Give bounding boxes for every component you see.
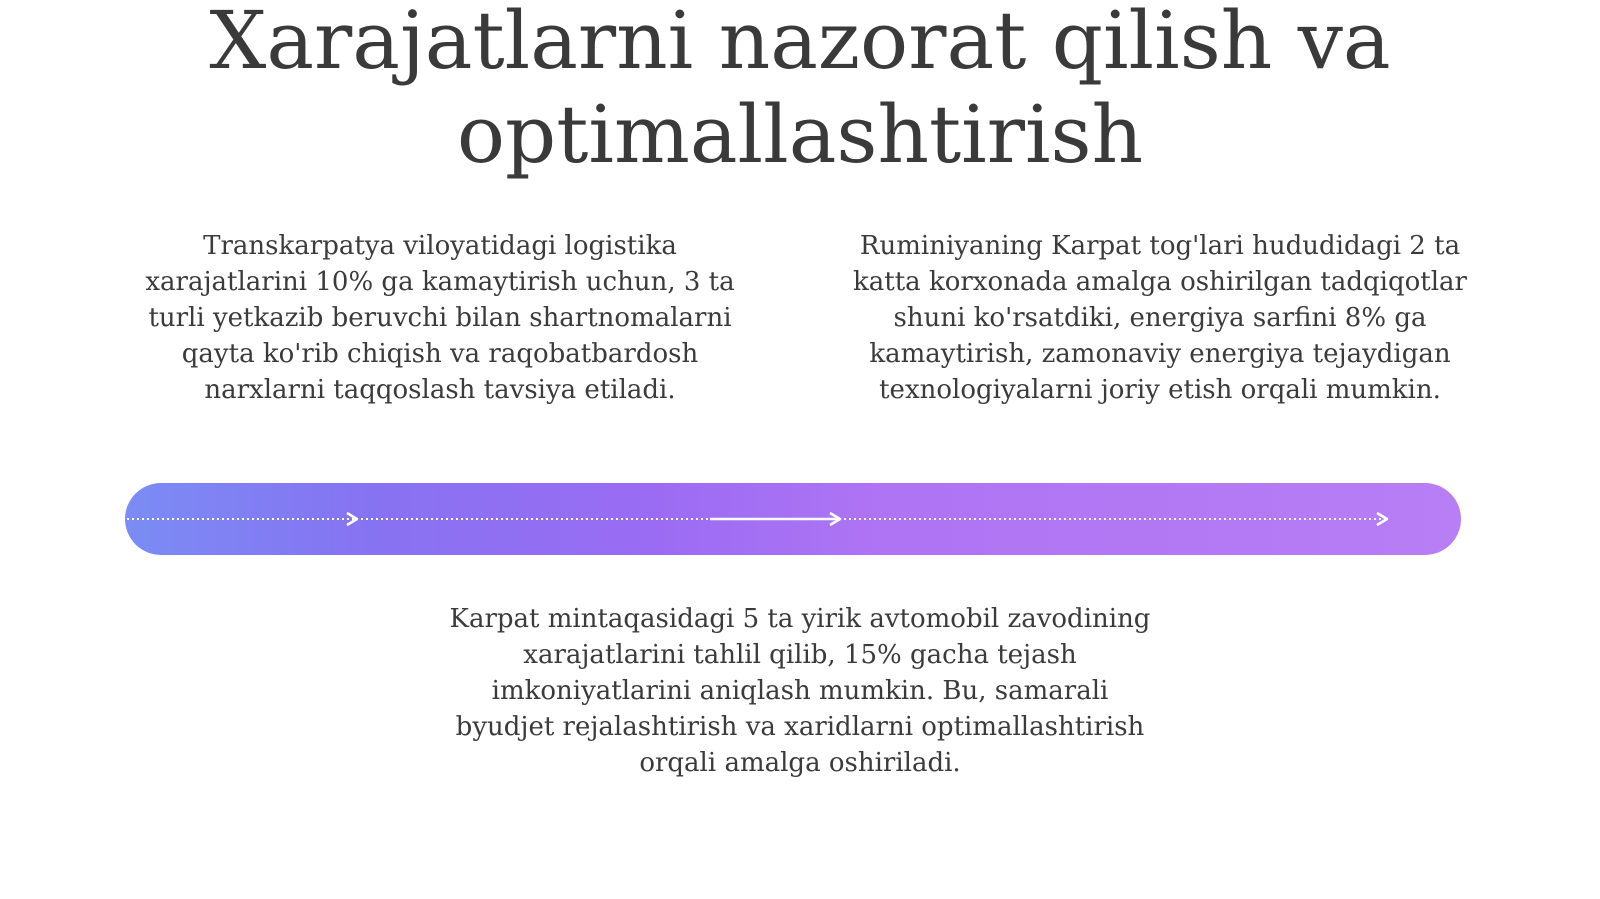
text-block-left: Transkarpatya viloyatidagi logistika xarajatlarini 10% ga kamaytirish uchun, 3 ta turli yetkazib beruvchi bilan shartnomalarni qayta ko'rib chiqish va raqobatbardosh narxlarni taqqoslash tavsiya etiladi. bbox=[145, 231, 735, 405]
timeline-arrows bbox=[125, 483, 1461, 555]
text-block-right: Ruminiyaning Karpat tog'lari hududidagi 2 ta katta korxonada amalga oshirilgan tadqiqotlar shuni ko'rsatdiki, energiya sarfini 8% ga kamaytirish, zamonaviy energiya tejaydigan texnologiyalarni joriy etish orqali mumkin. bbox=[853, 231, 1467, 405]
slide-title: Xarajatlarni nazorat qilish va optimallashtirish bbox=[209, 0, 1391, 181]
timeline-bar bbox=[125, 483, 1461, 555]
text-block-bottom: Karpat mintaqasidagi 5 ta yirik avtomobil zavodining xarajatlarini tahlil qilib, 15% gacha tejash imkoniyatlarini aniqlash mumkin. Bu, samarali byudjet rejalashtirish va xaridlarni optimallashtirish orqali amalga oshiriladi. bbox=[449, 604, 1151, 778]
timeline-arrowhead-3 bbox=[1377, 513, 1387, 525]
